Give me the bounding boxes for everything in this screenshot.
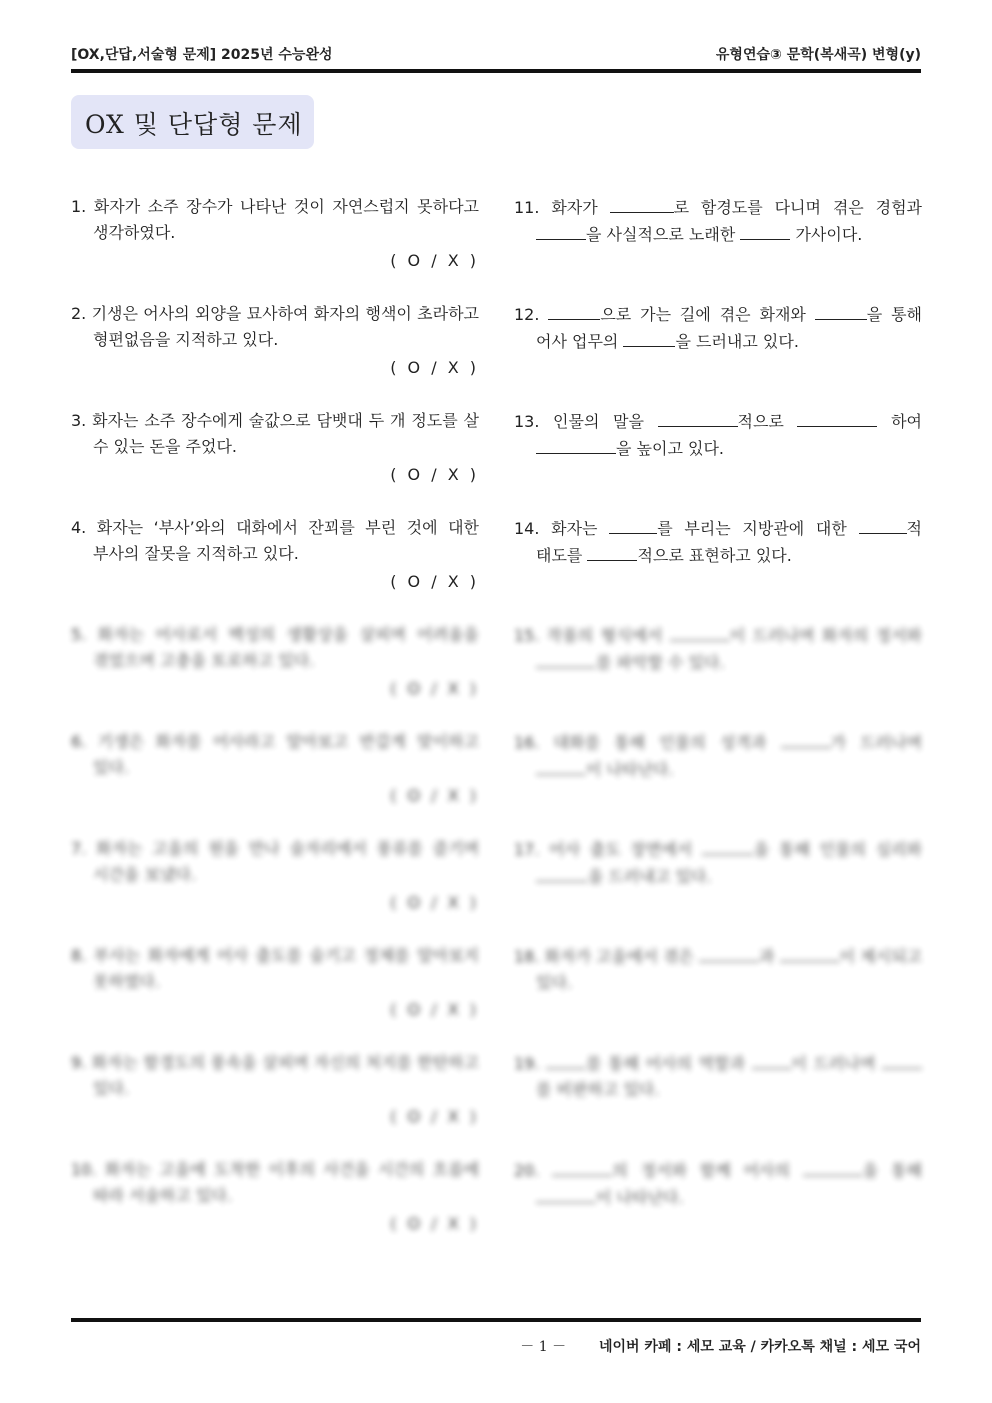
question-text-part: 이 나타난다. [586, 760, 674, 779]
question-text-part: 의 정서와 함께 어사의 [612, 1161, 803, 1180]
question-text-part: 를 파악할 수 있다. [596, 653, 725, 672]
ox-answer-marker[interactable]: ( O / X ) [390, 572, 479, 591]
question-text-part: 하여 [877, 412, 922, 431]
answer-blank[interactable] [752, 1050, 792, 1069]
question-text-part: 가사이다. [790, 225, 863, 244]
answer-blank[interactable] [536, 1184, 596, 1203]
ox-question [71, 1050, 479, 1157]
answer-blank[interactable] [658, 408, 738, 427]
section-title-box [71, 95, 314, 149]
short-answer-question [514, 943, 922, 1050]
short-answer-question [514, 1050, 922, 1157]
answer-blank[interactable] [859, 515, 907, 534]
question-text: 8. 부사는 화자에게 어사 출도를 숨기고 정체를 알아보지 못하였다. [71, 946, 479, 991]
question-text-part: 14. 화자는 [514, 519, 610, 538]
question-text-part: 을 통해 어사 업무의 [536, 305, 922, 351]
question-text-part: 을 사실적으로 노래한 [586, 225, 741, 244]
question-text-part: 적으로 [737, 412, 798, 431]
question-text: 1. 화자가 소주 장수가 나타난 것이 자연스럽지 못하다고 생각하였다. [71, 197, 479, 242]
ox-question [71, 1157, 479, 1264]
question-text: 7. 화자는 고을의 원을 만나 술자리에서 풍류를 즐기며 시간을 보냈다. [71, 839, 479, 884]
question-text [514, 408, 922, 462]
answer-blank[interactable] [815, 301, 867, 320]
short-answer-question [514, 729, 922, 836]
question-text [514, 943, 922, 996]
question-text-part: 적으로 표현하고 있다. [637, 546, 792, 565]
answer-blank[interactable] [536, 863, 588, 882]
answer-blank[interactable] [670, 622, 730, 641]
answer-blank[interactable] [609, 515, 657, 534]
question-text-part: 적 태도를 [536, 519, 922, 565]
question-text [514, 515, 922, 569]
short-answer-column [514, 194, 922, 1264]
ox-question [71, 194, 479, 301]
question-text-part: 17. 어사 출도 장면에서 [514, 840, 702, 859]
ox-question [71, 836, 479, 943]
ox-question [71, 301, 479, 408]
answer-blank[interactable] [552, 1157, 612, 1176]
question-text-part: 를 부리는 지방관에 대한 [657, 519, 859, 538]
answer-blank[interactable] [702, 836, 754, 855]
question-text: 2. 기생은 어사의 외양을 묘사하여 화자의 행색이 초라하고 형편없음을 지적하고 있다. [71, 304, 479, 349]
short-answer-question [514, 622, 922, 729]
answer-blank[interactable] [699, 943, 759, 962]
question-text [514, 1050, 922, 1103]
question-text-part: 이 나타난다. [596, 1188, 684, 1207]
answer-blank[interactable] [587, 542, 637, 561]
question-text-part: 12. [514, 305, 549, 324]
question-text: 9. 화자는 함경도의 풍속을 살피며 자신의 처지를 한탄하고 있다. [71, 1053, 479, 1098]
ox-question [71, 622, 479, 729]
question-text-part: 를 통해 어사의 역할과 [586, 1054, 752, 1073]
answer-blank[interactable] [780, 943, 840, 962]
header-right: 유형연습③ 문학(복새곡) 변형(y) [715, 47, 921, 63]
answer-blank[interactable] [536, 221, 586, 240]
question-text-part: 을 드러내고 있다. [588, 867, 712, 886]
short-answer-question [514, 515, 922, 622]
ox-answer-marker[interactable]: ( O / X ) [390, 358, 479, 377]
question-text-part: 이 제시되고 있다. [536, 947, 922, 992]
question-text-part: 을 통해 [862, 1161, 922, 1180]
question-text [514, 1157, 922, 1211]
ox-answer-marker[interactable]: ( O / X ) [390, 893, 479, 912]
question-text: 6. 기생은 화자를 어사라고 알아보고 반갑게 맞이하고 있다. [71, 732, 479, 777]
footer-text: 네이버 카페 : 세모 교육 / 카카오톡 채널 : 세모 국어 [598, 1339, 921, 1355]
answer-blank[interactable] [623, 328, 675, 347]
answer-blank[interactable] [548, 301, 600, 320]
footer-rule [71, 1318, 921, 1322]
question-text-part: 19. [514, 1054, 547, 1073]
answer-blank[interactable] [536, 649, 596, 668]
question-text-part: 13. 인물의 말을 [514, 412, 658, 431]
header-rule [71, 69, 921, 73]
ox-question-column [71, 194, 479, 1264]
question-text-part: 이 드러나며 화자의 정서와 [729, 626, 922, 645]
question-text: 3. 화자는 소주 장수에게 술값으로 담뱃대 두 개 정도를 살 수 있는 돈을 주었다. [71, 411, 479, 456]
section-title: OX 및 단답형 문제 [85, 110, 303, 139]
ox-answer-marker[interactable]: ( O / X ) [390, 679, 479, 698]
short-answer-question [514, 836, 922, 943]
answer-blank[interactable] [546, 1050, 586, 1069]
question-text-part: 를 비판하고 있다. [536, 1080, 660, 1099]
question-text-part: 로 함경도를 다니며 겪은 경험과 [673, 198, 922, 217]
answer-blank[interactable] [740, 221, 790, 240]
short-answer-question [514, 194, 922, 301]
ox-answer-marker[interactable]: ( O / X ) [390, 1214, 479, 1233]
question-text-part: 20. [514, 1161, 553, 1180]
answer-blank[interactable] [803, 1157, 863, 1176]
question-text-part: 11. 화자가 [514, 198, 610, 217]
short-answer-question [514, 1157, 922, 1264]
answer-blank[interactable] [610, 194, 674, 213]
page-number: － 1 － [520, 1339, 567, 1355]
ox-question [71, 408, 479, 515]
answer-blank[interactable] [797, 408, 877, 427]
question-text-part: 으로 가는 길에 겪은 화재와 [600, 305, 815, 324]
answer-blank[interactable] [536, 435, 616, 454]
question-text-part: 16. 대화를 통해 인물의 성격과 [514, 733, 781, 752]
question-text: 5. 화자는 어사로서 백성의 생활상을 살피며 어려움을 겪었으며 고충을 토로하고 있다. [71, 625, 479, 670]
page-footer [520, 1336, 921, 1356]
short-answer-question [514, 408, 922, 515]
question-text [514, 729, 922, 783]
question-text-part: 18. 화자가 고을에서 겪은 [514, 947, 700, 966]
question-text-part: 가 드러나며 [830, 733, 922, 752]
question-text [514, 194, 922, 248]
question-text-part: 이 드러나며 [791, 1054, 883, 1073]
answer-blank[interactable] [536, 756, 586, 775]
question-text-part: 을 통해 인물의 심리와 [753, 840, 923, 859]
answer-blank[interactable] [781, 729, 831, 748]
question-text [514, 836, 922, 890]
ox-question [71, 943, 479, 1050]
question-text-part: 15. 작품의 형식에서 [514, 626, 670, 645]
short-answer-question [514, 301, 922, 408]
ox-question [71, 515, 479, 622]
question-text-part: 과 [759, 947, 780, 966]
question-text-part: 을 높이고 있다. [616, 439, 724, 458]
question-text: 4. 화자는 ‘부사’와의 대화에서 잔꾀를 부린 것에 대한 부사의 잘못을 지적하고 있다. [71, 518, 479, 563]
question-text [514, 622, 922, 676]
question-text [514, 301, 922, 355]
question-text-part: 을 드러내고 있다. [675, 332, 799, 351]
ox-answer-marker[interactable]: ( O / X ) [390, 465, 479, 484]
answer-blank[interactable] [882, 1050, 922, 1069]
ox-question [71, 729, 479, 836]
page-header [71, 44, 921, 66]
ox-answer-marker[interactable]: ( O / X ) [390, 1000, 479, 1019]
ox-answer-marker[interactable]: ( O / X ) [390, 786, 479, 805]
header-left: [OX,단답,서술형 문제] 2025년 수능완성 [71, 47, 333, 63]
ox-answer-marker[interactable]: ( O / X ) [390, 251, 479, 270]
ox-answer-marker[interactable]: ( O / X ) [390, 1107, 479, 1126]
question-text: 10. 화자는 고을에 도착한 이후의 사건을 시간의 흐름에 따라 서술하고 있다. [71, 1160, 479, 1205]
